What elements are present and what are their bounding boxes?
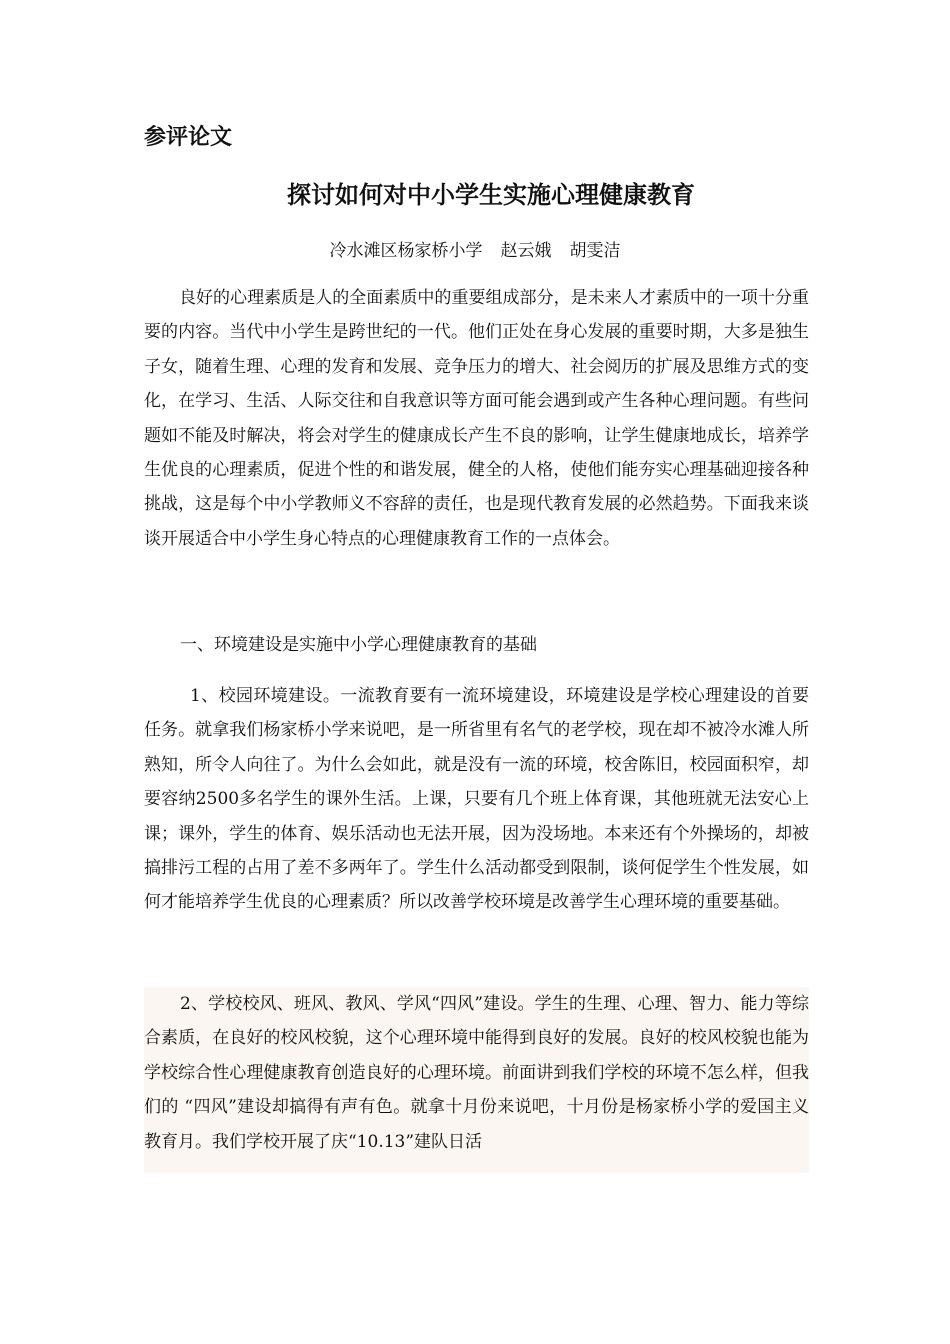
intro-paragraph: 良好的心理素质是人的全面素质中的重要组成部分，是未来人才素质中的一项十分重要的内容。当代中小学生是跨世纪的一代。他们正处在身心发展的重要时期，大多是独生子女，随着生理、心理的发育和发展、竞争压力的增大、社会阅历的扩展及思维方式的变化，在学习、生活、人际交往和自我意识等方面可能会遇到或产生各种心理问题。有些问题如不能及时解决，将会对学生的健康成长产生不良的影响，让学生健康地成长，培养学生优良的心理素质，促进个性的和谐发展，健全的人格，使他们能夯实心理基础迎接各种挑战，这是每个中小学教师义不容辞的责任，也是现代教育发展的必然趋势。下面我来谈谈开展适合中小学生身心特点的心理健康教育工作的一点体会。 <box>144 288 809 549</box>
section-heading: 一、环境建设是实施中小学心理健康教育的基础 <box>180 635 537 655</box>
body-paragraph-highlighted: 2、学校校风、班风、教风、学风“四风”建设。学生的生理、心理、智力、能力等综合素质，在良好的校风校貌，这个心理环境中能得到良好的发展。良好的校风校貌也能为学校综合性心理健康教育创造良好的心理环境。前面讲到我们学校的环境不怎么样，但我们的 “四风”建设却搞得有声有色。就拿十月份来说吧，十月份是杨家桥小学的爱国主义教育月。我们学校开展了庆“10.13”建队日活 <box>144 987 809 1173</box>
author-name: 胡雯洁 <box>569 241 621 261</box>
body-paragraph: 1、校园环境建设。一流教育要有一流环境建设，环境建设是学校心理建设的首要任务。就拿我们杨家桥小学来说吧，是一所省里有名气的老学校，现在却不被冷水滩人所熟知，所令人向往了。为什么会如此，就是没有一流的环境，校舍陈旧，校园面积窄，却要容纳2500多名学生的课外生活。上课，只要有几个班上体育课，其他班就无法安心上课；课外，学生的体育、娱乐活动也无法开展，因为没场地。本来还有个外操场的，却被搞排污工程的占用了差不多两年了。学生什么活动都受到限制，谈何促学生个性发展，如何才能培养学生优良的心理素质？所以改善学校环境是改善学生心理环境的重要基础。 <box>144 686 809 913</box>
author-name: 赵云娥 <box>500 241 552 261</box>
school-name: 冷水滩区杨家桥小学 <box>329 241 483 261</box>
document-category: 参评论文 <box>144 125 233 150</box>
author-line <box>0 237 950 265</box>
document-title: 探讨如何对中小学生实施心理健康教育 <box>287 181 695 209</box>
